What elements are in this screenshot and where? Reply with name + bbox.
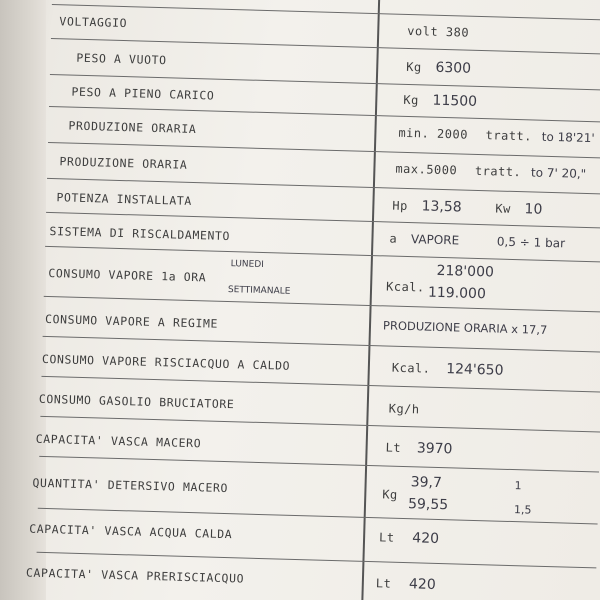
row-value (403, 92, 477, 110)
row-value: Kg/h (388, 401, 420, 417)
value-unit: Lt (385, 440, 402, 455)
row-value: volt 380 (407, 23, 470, 40)
row-divider (52, 4, 600, 21)
row-sublabel: SETTIMANALE (227, 285, 291, 297)
row-value-handwritten: 218'000 (436, 262, 495, 281)
row-value (395, 162, 586, 181)
row-label: CONSUMO VAPORE 1a ORA (48, 266, 207, 285)
row-divider (44, 296, 600, 313)
value-text: tratt. (474, 163, 522, 180)
row-label: CONSUMO VAPORE RISCIACQUO A CALDO (41, 351, 291, 373)
row-label: QUANTITA' DETERSIVO MACERO (32, 475, 229, 496)
value-unit: Kw (495, 201, 512, 216)
row-label: CAPACITA' VASCA MACERO (35, 431, 202, 451)
row-note-handwritten: 1 (514, 479, 522, 493)
row-value (376, 575, 436, 593)
row-value-unit: Kg (382, 487, 398, 502)
value-unit: Kg (403, 92, 419, 108)
row-value-handwritten: PRODUZIONE ORARIA x 17,7 (382, 318, 548, 337)
value-unit: Lt (375, 576, 392, 591)
row-divider (43, 336, 600, 353)
value-handwritten: 10 (524, 201, 543, 218)
value-unit: Kcal. (391, 360, 431, 376)
row-divider (41, 376, 600, 393)
value-handwritten: 6300 (435, 59, 472, 77)
value-handwritten: 13,58 (421, 198, 462, 216)
row-value (379, 529, 439, 547)
row-value (398, 126, 595, 145)
row-note-handwritten: 1,5 (513, 503, 532, 517)
row-label: PESO A PIENO CARICO (71, 84, 215, 103)
value-handwritten: VAPORE (410, 232, 460, 248)
row-label: VOLTAGGIO (59, 14, 128, 31)
value-text: min. 2000 (398, 125, 469, 142)
row-sublabel: LUNEDI (230, 259, 264, 271)
value-handwritten: 124'650 (445, 361, 504, 379)
row-value-handwritten: 39,7 (410, 474, 443, 492)
row-value (406, 59, 471, 77)
value-handwritten: 11500 (432, 92, 478, 110)
row-label: CAPACITA' VASCA PRERISCIACQUO (25, 565, 245, 586)
value-handwritten: 420 (408, 576, 436, 593)
row-label: SISTEMA DI RISCALDAMENTO (49, 224, 231, 244)
value-handwritten: 420 (412, 530, 440, 548)
row-value-unit: Kcal. (385, 279, 425, 295)
column-divider (360, 0, 380, 600)
row-divider (40, 416, 600, 433)
row-value (392, 360, 504, 379)
value-handwritten: 3970 (416, 440, 453, 458)
value-text: tratt. (485, 128, 533, 144)
row-value (389, 232, 565, 251)
row-value-handwritten: 119.000 (427, 284, 487, 303)
value-unit: Lt (378, 530, 395, 545)
row-value-handwritten: 59,55 (407, 496, 449, 514)
value-handwritten: 0,5 ÷ 1 bar (496, 234, 566, 251)
row-label: PRODUZIONE ORARIA (68, 118, 197, 137)
row-divider (39, 456, 599, 473)
row-value (392, 198, 542, 218)
row-label: CONSUMO VAPORE A REGIME (44, 311, 219, 331)
row-label: CAPACITA' VASCA ACQUA CALDA (29, 521, 233, 542)
row-value (385, 439, 452, 457)
value-text: max.5000 (395, 161, 458, 178)
row-label: POTENZA INSTALLATA (56, 190, 193, 208)
value-unit: Kg (406, 59, 422, 75)
value-handwritten: to 18'21' (541, 129, 595, 146)
row-divider (37, 552, 597, 569)
spec-table (25, 0, 600, 600)
value-unit: Hp (392, 198, 409, 214)
row-label: CONSUMO GASOLIO BRUCIATORE (38, 391, 235, 412)
row-label: PRODUZIONE ORARIA (59, 154, 188, 172)
value-unit: a (389, 231, 398, 246)
row-label: PESO A VUOTO (76, 50, 167, 68)
value-handwritten: to 7' 20," (530, 165, 587, 181)
